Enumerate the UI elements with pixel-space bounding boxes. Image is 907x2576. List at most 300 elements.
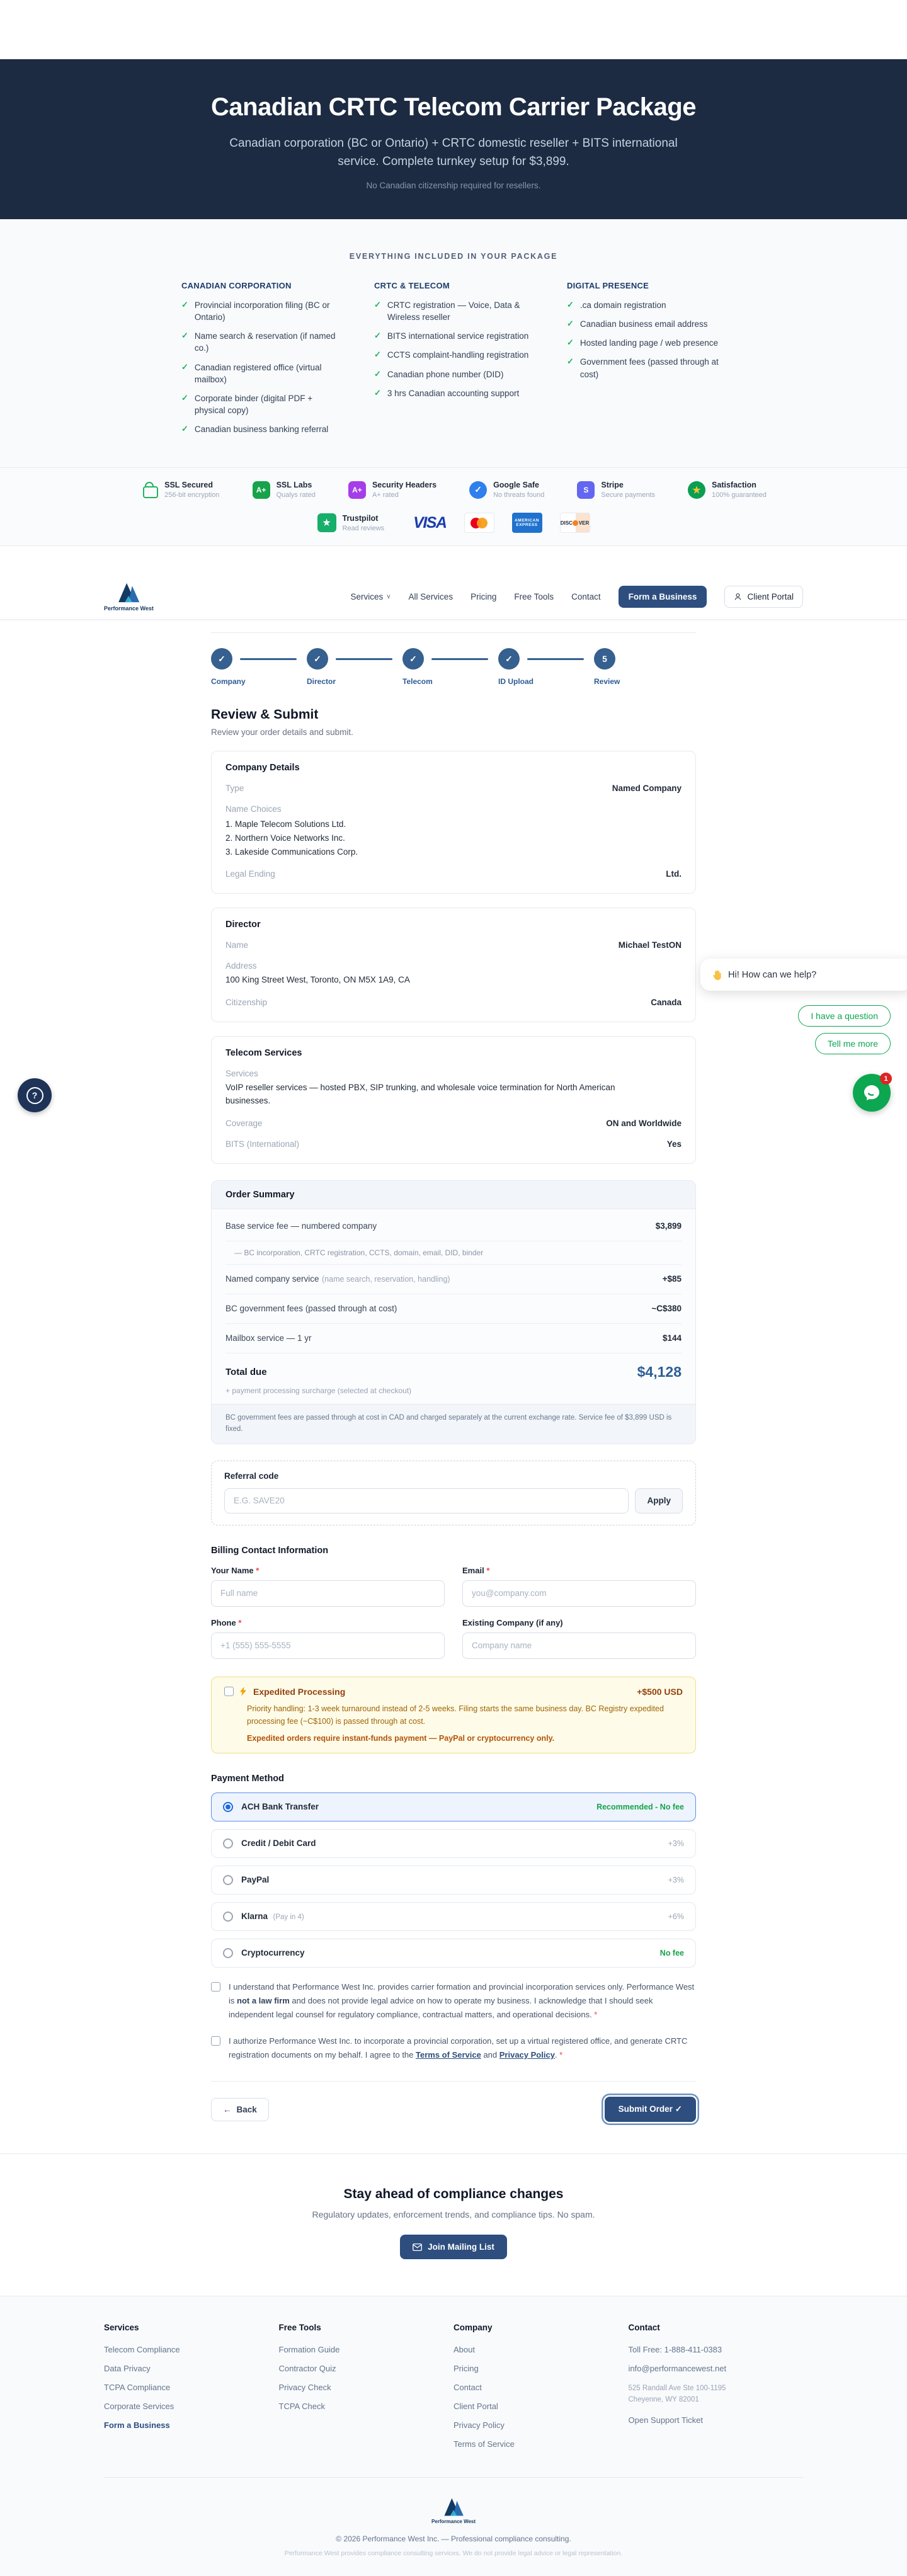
field-value: Canada bbox=[651, 997, 682, 1007]
brand-logo[interactable] bbox=[104, 581, 154, 612]
stepper-step-circle bbox=[402, 648, 424, 670]
footer-column-title: Services bbox=[104, 2323, 139, 2333]
check-icon: ✓ bbox=[675, 2104, 682, 2114]
footer-column-services bbox=[104, 2323, 279, 2458]
check-icon: ✓ bbox=[374, 331, 381, 341]
footer-column-free-tools bbox=[279, 2323, 454, 2458]
card-title: Telecom Services bbox=[225, 1047, 302, 1058]
back-button[interactable] bbox=[211, 2098, 269, 2121]
footer-disclaimer: Performance West provides compliance consulting services. We do not provide legal advice or legal representation. bbox=[284, 2550, 623, 2558]
payment-fee: No fee bbox=[659, 1948, 684, 1958]
line-label: BC government fees (passed through at cost) bbox=[225, 1303, 397, 1313]
nav-link-label: All Services bbox=[408, 591, 454, 601]
payment-option[interactable] bbox=[211, 1939, 696, 1968]
navigation-bar bbox=[0, 574, 907, 620]
trust-badge-subtitle: A+ rated bbox=[372, 491, 399, 499]
form-a-business-button[interactable]: Form a Business bbox=[619, 586, 707, 608]
footer-link[interactable]: Form a Business bbox=[104, 2420, 170, 2431]
footer-link[interactable]: Telecom Compliance bbox=[104, 2345, 180, 2355]
included-item-label: Canadian business banking referral bbox=[194, 425, 329, 435]
lightning-icon bbox=[240, 1687, 247, 1696]
payment-option[interactable] bbox=[211, 1829, 696, 1858]
order-summary-lines bbox=[225, 1212, 682, 1354]
billing-form bbox=[211, 1566, 696, 1659]
trust-badge-icon: A+ bbox=[253, 481, 270, 499]
submit-label: Submit Order bbox=[618, 2104, 673, 2114]
chat-quick-replies bbox=[798, 1005, 891, 1054]
line-label: Base service fee — numbered company bbox=[225, 1221, 377, 1231]
footer-link[interactable]: About bbox=[454, 2345, 475, 2355]
included-item bbox=[567, 356, 726, 380]
check-icon: ✓ bbox=[374, 350, 381, 360]
input-label: Your Name * bbox=[211, 1565, 260, 1575]
included-item-label: Canadian registered office (virtual mailbox) bbox=[194, 362, 322, 384]
field-label: Coverage bbox=[225, 1118, 263, 1128]
order-summary-line bbox=[225, 1324, 682, 1354]
included-item-label: Canadian business email address bbox=[579, 319, 708, 329]
payment-heading: Payment Method bbox=[211, 1773, 285, 1784]
visa-logo: VISA bbox=[413, 513, 447, 532]
stepper-step-label: ID Upload bbox=[498, 677, 533, 687]
radio-button[interactable] bbox=[223, 1948, 233, 1958]
trust-badge-icon: ★ bbox=[688, 481, 705, 499]
form-field bbox=[211, 1618, 445, 1659]
chat-greeting-bubble[interactable] bbox=[700, 959, 907, 991]
client-portal-label: Client Portal bbox=[747, 591, 794, 601]
check-icon: ✓ bbox=[181, 331, 188, 341]
trust-badge-title: Security Headers bbox=[372, 481, 437, 490]
expedited-note: Expedited orders require instant-funds payment — PayPal or cryptocurrency only. bbox=[247, 1733, 555, 1743]
stepper-step-label: Director bbox=[307, 677, 336, 687]
stepper-step-circle bbox=[307, 648, 328, 670]
included-list bbox=[567, 299, 726, 380]
trust-badge bbox=[140, 481, 219, 499]
included-section bbox=[0, 219, 907, 467]
field-label: Services bbox=[225, 1068, 258, 1078]
check-icon: ✓ bbox=[567, 300, 574, 309]
line-label-note: (name search, reservation, handling) bbox=[322, 1274, 450, 1284]
stepper-step-label: Review bbox=[594, 677, 620, 687]
footer-column-company bbox=[454, 2323, 629, 2458]
total-label: Total due bbox=[225, 1366, 267, 1377]
nav-link[interactable] bbox=[409, 592, 454, 601]
included-item-label: Name search & reservation (if named co.) bbox=[194, 331, 336, 353]
footer-link[interactable]: Pricing bbox=[454, 2364, 479, 2374]
included-item-label: Government fees (passed through at cost) bbox=[579, 357, 719, 379]
field-label: Name Choices bbox=[225, 804, 282, 814]
order-summary-card bbox=[211, 1180, 696, 1444]
expedited-price: +$500 USD bbox=[637, 1686, 683, 1697]
included-item bbox=[374, 387, 533, 399]
trust-badge-subtitle: No threats found bbox=[493, 491, 545, 499]
main-content bbox=[211, 632, 696, 2122]
order-summary-title: Order Summary bbox=[212, 1181, 695, 1209]
payment-fee: +3% bbox=[668, 1875, 684, 1884]
hero-subtitle: Canadian corporation (BC or Ontario) + CRTC domestic reseller + BITS international service. Complete turnkey setup for $3,899. bbox=[229, 137, 678, 168]
amex-logo bbox=[512, 513, 542, 533]
trust-badge-icon bbox=[140, 481, 158, 499]
line-value: +$85 bbox=[662, 1274, 682, 1284]
surcharge-note: + payment processing surcharge (selected at checkout) bbox=[225, 1386, 412, 1395]
trust-badge-title: SSL Labs bbox=[276, 481, 312, 490]
expedited-description: Priority handling: 1-3 week turnaround instead of 2-5 weeks. Filing starts the same business day. BC Registry expedited processing fee (~C$100) is passed through at cost. bbox=[247, 1704, 664, 1726]
included-column-title: CRTC & TELECOM bbox=[374, 281, 450, 290]
check-icon: ✓ bbox=[567, 338, 574, 348]
trust-badge-icon: ✓ bbox=[469, 481, 487, 499]
field-label: Address bbox=[225, 961, 257, 971]
line-label: Named company service bbox=[225, 1274, 319, 1284]
payment-options bbox=[211, 1792, 696, 1968]
included-item bbox=[181, 330, 340, 354]
check-icon: ✓ bbox=[181, 300, 188, 309]
trust-badge-subtitle: 100% guaranteed bbox=[712, 491, 767, 499]
radio-button[interactable] bbox=[223, 1838, 233, 1849]
arrow-left-icon: ← bbox=[223, 2104, 232, 2114]
payment-option[interactable] bbox=[211, 1902, 696, 1931]
line-value: $144 bbox=[662, 1333, 682, 1343]
agreement-row bbox=[211, 1980, 696, 2022]
trustpilot-badge[interactable] bbox=[317, 513, 385, 532]
nav-link[interactable] bbox=[471, 592, 496, 601]
address-value: 100 King Street West, Toronto, ON M5X 1A9, CA bbox=[225, 975, 410, 985]
referral-code-box bbox=[211, 1461, 696, 1525]
trust-badge-title: Satisfaction bbox=[712, 481, 756, 490]
client-portal-button[interactable] bbox=[724, 586, 803, 608]
trust-badge-subtitle: Qualys rated bbox=[276, 491, 316, 499]
text-input[interactable] bbox=[211, 1633, 445, 1659]
included-item-label: .ca domain registration bbox=[579, 300, 666, 310]
telecom-services-card bbox=[211, 1036, 696, 1164]
name-choice: 1. Maple Telecom Solutions Ltd. bbox=[225, 819, 346, 829]
nav-link-label: Services bbox=[350, 591, 384, 601]
field-value: Ltd. bbox=[666, 869, 682, 879]
footer-link[interactable]: Formation Guide bbox=[278, 2345, 340, 2355]
hero-note: No Canadian citizenship required for resellers. bbox=[366, 181, 541, 190]
agreement-checkbox[interactable] bbox=[211, 2036, 220, 2046]
included-column-title: DIGITAL PRESENCE bbox=[567, 281, 649, 290]
required-asterisk: * bbox=[238, 1617, 242, 1627]
stepper-step-circle bbox=[211, 648, 232, 670]
question-icon: ? bbox=[26, 1087, 43, 1104]
included-item bbox=[567, 299, 726, 311]
brand-name: Performance West bbox=[104, 605, 154, 612]
trust-badge-title: SSL Secured bbox=[164, 481, 213, 490]
agreement-checkbox[interactable] bbox=[211, 1982, 220, 1992]
line-value: ~C$380 bbox=[651, 1304, 682, 1314]
trustpilot-star-icon: ★ bbox=[317, 513, 336, 532]
included-item-label: Canadian phone number (DID) bbox=[387, 369, 504, 379]
stepper-step-label: Company bbox=[211, 677, 246, 687]
stepper-step[interactable] bbox=[402, 648, 498, 686]
included-item bbox=[181, 362, 340, 385]
footer-link[interactable]: Data Privacy bbox=[104, 2364, 151, 2374]
payment-fee: +3% bbox=[668, 1838, 684, 1848]
name-choice: 2. Northern Voice Networks Inc. bbox=[225, 833, 345, 843]
check-icon: ✓ bbox=[409, 653, 417, 664]
included-item-label: Corporate binder (digital PDF + physical copy) bbox=[194, 393, 313, 416]
chevron-down-icon: ∨ bbox=[386, 593, 391, 600]
payment-option-label: Klarna bbox=[241, 1911, 268, 1921]
footer-link[interactable]: Contact bbox=[454, 2383, 482, 2393]
accessibility-help-button[interactable] bbox=[18, 1078, 52, 1112]
payment-option-label: ACH Bank Transfer bbox=[241, 1801, 319, 1811]
payment-fee: Recommended - No fee bbox=[596, 1802, 684, 1811]
check-icon: ✓ bbox=[181, 392, 188, 402]
included-item-label: Provincial incorporation filing (BC or Ontario) bbox=[194, 300, 330, 322]
payment-logos-row bbox=[0, 513, 907, 533]
field-value: Yes bbox=[666, 1139, 682, 1149]
trust-badge bbox=[688, 481, 767, 499]
page-title: Review & Submit bbox=[211, 707, 319, 722]
newsletter-subtitle: Regulatory updates, enforcement trends, and compliance tips. No spam. bbox=[312, 2209, 595, 2220]
discover-logo bbox=[560, 513, 590, 533]
privacy-policy-link[interactable]: Privacy Policy bbox=[499, 2049, 555, 2060]
discover-text: VER bbox=[578, 520, 590, 526]
nav-link-label: Contact bbox=[571, 591, 601, 601]
trust-badge-subtitle: 256-bit encryption bbox=[164, 491, 220, 499]
expedited-checkbox[interactable] bbox=[224, 1687, 234, 1696]
terms-of-service-link[interactable]: Terms of Service bbox=[416, 2049, 481, 2060]
required-asterisk: * bbox=[559, 2049, 563, 2060]
nav-link[interactable] bbox=[571, 592, 601, 601]
trust-badge bbox=[348, 481, 436, 499]
discover-text: DISC bbox=[560, 520, 573, 526]
field-value: Michael TestON bbox=[618, 940, 682, 950]
footer-link[interactable]: TCPA Compliance bbox=[104, 2383, 171, 2393]
trust-badge-icon: S bbox=[577, 481, 595, 499]
form-field bbox=[211, 1566, 445, 1607]
trust-badge-subtitle: Secure payments bbox=[601, 491, 656, 499]
included-item bbox=[567, 337, 726, 349]
footer-column-contact bbox=[629, 2323, 804, 2458]
order-summary-line bbox=[225, 1294, 682, 1324]
trust-badge bbox=[469, 481, 544, 499]
footer bbox=[0, 2296, 907, 2576]
back-label: Back bbox=[236, 2104, 257, 2114]
trust-badge-title: Google Safe bbox=[493, 481, 540, 490]
trustpilot-subtitle: Read reviews bbox=[342, 524, 385, 532]
trustpilot-title: Trustpilot bbox=[342, 513, 379, 523]
stepper-step[interactable] bbox=[211, 648, 307, 686]
mastercard-orange-circle bbox=[477, 518, 488, 528]
director-card bbox=[211, 908, 696, 1022]
stepper-step-circle bbox=[594, 648, 615, 670]
footer-column-title: Contact bbox=[628, 2323, 660, 2333]
check-icon: ✓ bbox=[314, 653, 321, 664]
included-item bbox=[181, 299, 340, 323]
order-summary-line bbox=[225, 1265, 682, 1294]
name-choices-list bbox=[225, 816, 682, 863]
footer-column-title: Free Tools bbox=[278, 2323, 321, 2333]
included-item bbox=[181, 392, 340, 416]
footer-link[interactable]: Privacy Policy bbox=[454, 2420, 505, 2431]
input-label: Existing Company (if any) bbox=[462, 1617, 563, 1627]
chat-unread-badge: 1 bbox=[880, 1073, 892, 1085]
name-choice: 3. Lakeside Communications Corp. bbox=[225, 846, 358, 857]
trust-badge bbox=[577, 481, 655, 499]
footer-link[interactable]: TCPA Check bbox=[278, 2402, 325, 2412]
check-icon: ✓ bbox=[567, 319, 574, 329]
trust-badge-icon: A+ bbox=[348, 481, 366, 499]
join-mailing-list-button[interactable]: Join Mailing List bbox=[400, 2235, 507, 2259]
chat-quick-reply-button[interactable]: I have a question bbox=[798, 1005, 891, 1027]
expedited-processing-box bbox=[211, 1677, 696, 1753]
line-label: Mailbox service — 1 yr bbox=[225, 1333, 312, 1343]
chat-quick-reply-button[interactable]: Tell me more bbox=[815, 1033, 891, 1054]
amex-text: EXPRESS bbox=[516, 523, 538, 528]
chat-bubble-icon bbox=[862, 1083, 882, 1103]
footer-link[interactable]: Privacy Check bbox=[278, 2383, 331, 2393]
nav-link-label: Pricing bbox=[471, 591, 497, 601]
payment-option-label: PayPal bbox=[241, 1874, 270, 1884]
included-item bbox=[374, 349, 533, 361]
stepper-step[interactable] bbox=[594, 648, 690, 686]
required-asterisk: * bbox=[486, 1565, 490, 1575]
required-asterisk: * bbox=[594, 2009, 598, 2019]
page-subtitle: Review your order details and submit. bbox=[211, 727, 353, 738]
trust-badge-title: Stripe bbox=[601, 481, 624, 490]
included-item-label: BITS international service registration bbox=[387, 331, 529, 341]
nav-link[interactable] bbox=[514, 592, 554, 601]
field-label: Name bbox=[225, 940, 249, 950]
footer-email[interactable]: info@performancewest.net bbox=[628, 2364, 727, 2374]
agreement-row bbox=[211, 2034, 696, 2062]
newsletter-heading: Stay ahead of compliance changes bbox=[343, 2187, 564, 2202]
text-input[interactable] bbox=[462, 1580, 696, 1607]
check-icon: ✓ bbox=[505, 653, 513, 664]
text-input[interactable] bbox=[462, 1633, 696, 1659]
chat-launcher-button[interactable] bbox=[853, 1074, 891, 1112]
radio-button[interactable] bbox=[223, 1802, 233, 1812]
nav-menu bbox=[350, 586, 803, 608]
billing-heading: Billing Contact Information bbox=[211, 1545, 329, 1556]
trust-badges-row bbox=[0, 481, 907, 499]
amex-text: AMERICAN bbox=[514, 518, 540, 523]
radio-button[interactable] bbox=[223, 1875, 233, 1885]
trust-strip bbox=[0, 467, 907, 546]
footer-link[interactable]: Client Portal bbox=[454, 2402, 498, 2412]
agreement-text: I understand that Performance West Inc. provides carrier formation and provincial incorporation services only. Performance West is not a law firm and does not provide legal advice on how to operate my business. I acknowledge that I should seek independent legal counsel for regulatory compliance, contractual matters, and operational decisions. * bbox=[229, 1981, 695, 2019]
check-icon: ✓ bbox=[181, 362, 188, 372]
stepper-step-label: Telecom bbox=[402, 677, 433, 687]
field-label: BITS (International) bbox=[225, 1139, 300, 1149]
envelope-icon bbox=[413, 2243, 422, 2251]
line-value: $3,899 bbox=[655, 1221, 682, 1231]
included-column-title: CANADIAN CORPORATION bbox=[181, 281, 292, 290]
brand-logo-icon bbox=[441, 2497, 466, 2517]
apply-button[interactable]: Apply bbox=[635, 1488, 683, 1513]
text-input[interactable] bbox=[211, 1580, 445, 1607]
included-heading: EVERYTHING INCLUDED IN YOUR PACKAGE bbox=[349, 252, 558, 261]
check-icon: ✓ bbox=[218, 653, 225, 664]
trust-badge bbox=[253, 481, 316, 499]
footer-copyright: © 2026 Performance West Inc. — Professional compliance consulting. bbox=[336, 2534, 571, 2544]
footer-address: 525 Randall Ave Ste 100-1195 Cheyenne, WY 82001 bbox=[628, 2385, 726, 2404]
wizard-stepper bbox=[211, 632, 696, 686]
form-actions bbox=[211, 2081, 696, 2122]
included-item-label: CCTS complaint-handling registration bbox=[387, 350, 529, 360]
top-spacer bbox=[0, 0, 907, 59]
input-label: Phone * bbox=[211, 1617, 242, 1627]
payment-fee: +6% bbox=[668, 1912, 684, 1921]
stepper-step-circle bbox=[498, 648, 520, 670]
newsletter-section bbox=[0, 2153, 907, 2296]
footer-link[interactable]: Terms of Service bbox=[454, 2439, 515, 2449]
footer-brand-logo bbox=[431, 2497, 476, 2524]
included-item bbox=[374, 330, 533, 342]
agreement-text: I authorize Performance West Inc. to incorporate a provincial corporation, set up a virtual registered office, and generate CRTC registration documents on my behalf. I agree to the Terms of Service and Privacy Policy. * bbox=[229, 2036, 688, 2060]
person-icon bbox=[734, 593, 742, 601]
check-icon: ✓ bbox=[374, 368, 381, 379]
included-item bbox=[374, 368, 533, 380]
included-list bbox=[374, 299, 533, 399]
footer-link[interactable]: Contractor Quiz bbox=[278, 2364, 336, 2374]
included-item bbox=[181, 423, 340, 435]
hero-title: Canadian CRTC Telecom Carrier Package bbox=[211, 93, 696, 121]
mastercard-logo bbox=[464, 513, 494, 533]
form-field bbox=[462, 1618, 696, 1659]
included-item bbox=[567, 318, 726, 330]
included-item-label: 3 hrs Canadian accounting support bbox=[387, 388, 520, 398]
hero-section bbox=[0, 59, 907, 219]
referral-label: Referral code bbox=[224, 1471, 279, 1481]
stepper-step[interactable] bbox=[307, 648, 402, 686]
footer-support-link[interactable]: Open Support Ticket bbox=[628, 2415, 704, 2425]
footer-column-title: Company bbox=[454, 2323, 493, 2333]
footer-phone[interactable]: Toll Free: 1-888-411-0383 bbox=[628, 2345, 722, 2355]
field-label: Type bbox=[225, 784, 244, 794]
referral-input[interactable] bbox=[224, 1488, 629, 1513]
form-field bbox=[462, 1566, 696, 1607]
footer-link[interactable]: Corporate Services bbox=[104, 2402, 174, 2412]
check-icon: ✓ bbox=[374, 300, 381, 309]
line-description: — BC incorporation, CRTC registration, CCTS, domain, email, DID, binder bbox=[225, 1241, 682, 1264]
waving-hand-icon bbox=[712, 969, 722, 980]
payment-option[interactable] bbox=[211, 1866, 696, 1895]
radio-button[interactable] bbox=[223, 1912, 233, 1922]
brand-logo-icon bbox=[115, 581, 142, 604]
nav-links bbox=[350, 592, 600, 601]
stepper-step[interactable] bbox=[498, 648, 594, 686]
company-details-card bbox=[211, 751, 696, 894]
expedited-title: Expedited Processing bbox=[253, 1686, 346, 1697]
total-value: $4,128 bbox=[637, 1363, 682, 1380]
order-summary-footnote: BC government fees are passed through at cost in CAD and charged separately at the current exchange rate. Service fee of $3,899 USD is fixed. bbox=[212, 1404, 695, 1444]
payment-option[interactable] bbox=[211, 1792, 696, 1821]
payment-option-label: Cryptocurrency bbox=[241, 1947, 305, 1958]
discover-orange-dot bbox=[573, 520, 578, 526]
included-item-label: Hosted landing page / web presence bbox=[579, 338, 719, 348]
included-column-corporation bbox=[181, 281, 340, 442]
check-icon: ✓ bbox=[181, 424, 188, 434]
included-item-label: CRTC registration — Voice, Data & Wireless reseller bbox=[387, 300, 520, 322]
field-value: Named Company bbox=[612, 784, 682, 794]
card-title: Company Details bbox=[225, 763, 300, 773]
required-asterisk: * bbox=[256, 1565, 260, 1575]
input-label: Email * bbox=[462, 1565, 490, 1575]
check-icon: ✓ bbox=[374, 387, 381, 397]
payment-option-label: Credit / Debit Card bbox=[241, 1838, 316, 1848]
nav-link[interactable] bbox=[350, 592, 391, 601]
submit-order-button[interactable] bbox=[605, 2097, 696, 2122]
included-column-telecom bbox=[374, 281, 533, 442]
field-label: Citizenship bbox=[225, 997, 268, 1007]
field-label: Legal Ending bbox=[225, 869, 275, 879]
included-column-digital bbox=[567, 281, 726, 442]
footer-brand-name: Performance West bbox=[431, 2519, 476, 2525]
payment-option-note: (Pay in 4) bbox=[273, 1913, 304, 1921]
field-value: ON and Worldwide bbox=[606, 1118, 682, 1128]
